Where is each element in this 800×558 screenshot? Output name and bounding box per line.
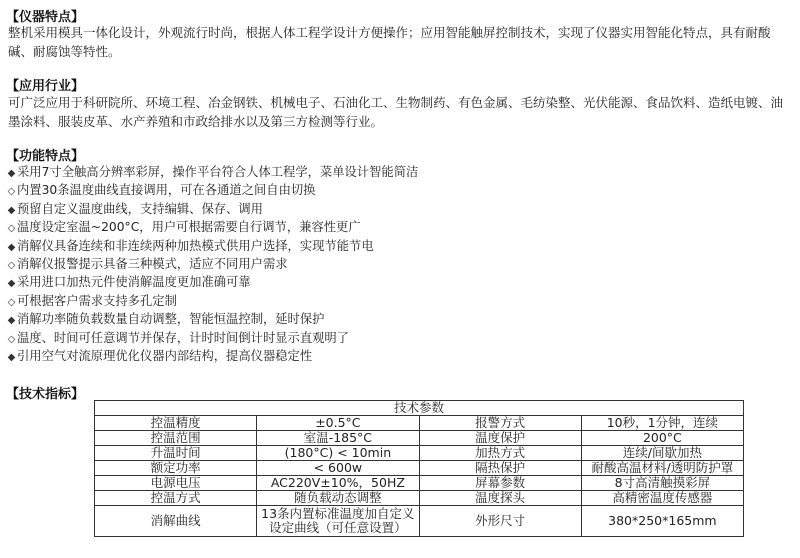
table-cell: 13条内置标准温度加自定义设定曲线（可任意设置） (257, 506, 419, 537)
table-cell: 380*250*165mm (581, 506, 743, 537)
table-row (95, 401, 744, 416)
table-cell: 连续/间歇加热 (581, 446, 743, 461)
table-cell: 10秒，1分钟，连续 (581, 416, 743, 431)
list-item (6, 273, 418, 291)
list-item-text: 温度设定室温~200°C，用户可根据需要自行调节，兼容性更广 (17, 220, 361, 235)
bullet-icon: ◇ (7, 223, 16, 235)
table-cell: 控温范围 (95, 431, 257, 446)
table-row (95, 491, 744, 506)
table-row (95, 476, 744, 491)
list-item (6, 218, 418, 236)
features-heading: 【仪器特点】 (6, 10, 85, 25)
industry-text: 可广泛应用于科研院所、环境工程、冶金钢铁、机械电子、石油化工、生物制药、有色金属、毛纺染整、光伏能源、食品饮料、造纸电镀、油墨涂料、服装皮革、水产养殖和市政给排水以及第三方检测等行业。 (8, 95, 784, 129)
table-row (95, 446, 744, 461)
bullet-icon: ◇ (7, 259, 16, 271)
table-cell: 200°C (581, 431, 743, 446)
list-item-text: 消解功率随负载数量自动调整，智能恒温控制，延时保护 (17, 312, 325, 327)
list-item (6, 310, 418, 328)
table-cell: 报警方式 (419, 416, 581, 431)
list-item (6, 255, 418, 273)
list-item-text: 消解仪报警提示具备三种模式，适应不同用户需求 (17, 256, 288, 271)
list-item-text: 温度、时间可任意调节并保存，计时时间倒计时显示直观明了 (17, 330, 350, 345)
table-cell: 消解曲线 (95, 506, 257, 537)
list-item (6, 347, 418, 365)
table-row (95, 431, 744, 446)
table-row (95, 416, 744, 431)
bullet-icon: ◇ (7, 333, 16, 345)
table-cell: 屏幕参数 (419, 476, 581, 491)
list-item (6, 292, 418, 310)
table-cell: 控温精度 (95, 416, 257, 431)
table-cell: 室温-185°C (257, 431, 419, 446)
table-cell: 温度探头 (419, 491, 581, 506)
table-cell: 电源电压 (95, 476, 257, 491)
table-cell: AC220V±10%，50HZ (257, 476, 419, 491)
table-cell: 隔热保护 (419, 461, 581, 476)
bullet-icon: ◆ (7, 351, 16, 363)
list-item (6, 200, 418, 218)
table-cell: 8寸高清触摸彩屏 (581, 476, 743, 491)
table-cell: 高精密温度传感器 (581, 491, 743, 506)
bullet-icon: ◆ (7, 204, 16, 216)
specs-heading: 【技术指标】 (6, 387, 85, 402)
list-item (6, 329, 418, 347)
table-cell: ±0.5°C (257, 416, 419, 431)
list-item-text: 预留自定义温度曲线，支持编辑、保存、调用 (17, 201, 263, 216)
function-list (6, 163, 418, 365)
list-item-text: 采用7寸全触高分辨率彩屏，操作平台符合人体工程学，菜单设计智能简洁 (17, 165, 419, 179)
list-item-text: 可根据客户需求支持多孔定制 (17, 293, 177, 308)
bullet-icon: ◆ (7, 278, 16, 290)
list-item-text: 引用空气对流原理优化仪器内部结构，提高仪器稳定性 (17, 348, 313, 363)
table-title: 技术参数 (95, 401, 744, 416)
list-item-text: 消解仪具备连续和非连续两种加热模式供用户选择，实现节能节电 (17, 238, 374, 253)
table-cell: 随负载动态调整 (257, 491, 419, 506)
table-cell: 外形尺寸 (419, 506, 581, 537)
table-cell: 升温时间 (95, 446, 257, 461)
table-cell: 耐酸高温材料/透明防护罩 (581, 461, 743, 476)
list-item (6, 163, 418, 181)
table-cell: 额定功率 (95, 461, 257, 476)
bullet-icon: ◆ (7, 168, 16, 179)
table-cell: (180°C) < 10min (257, 446, 419, 461)
bullet-icon: ◆ (7, 315, 16, 327)
list-item-text: 采用进口加热元件使消解温度更加准确可靠 (17, 275, 251, 290)
list-item (6, 237, 418, 255)
table-cell: 加热方式 (419, 446, 581, 461)
industry-heading: 【应用行业】 (6, 79, 85, 94)
features-text: 整机采用模具一体化设计，外观流行时尚，根据人体工程学设计方便操作；应用智能触屏控制技术，实现了仪器实用智能化特点，具有耐酸碱、耐腐蚀等特性。 (8, 25, 771, 59)
bullet-icon: ◇ (7, 296, 16, 308)
table-row (95, 461, 744, 476)
bullet-icon: ◆ (7, 241, 16, 253)
table-cell: 温度保护 (419, 431, 581, 446)
list-item-text: 内置30条温度曲线直接调用，可在各通道之间自由切换 (17, 183, 316, 198)
table-cell: 控温方式 (95, 491, 257, 506)
specs-table (94, 400, 744, 537)
function-heading: 【功能特点】 (6, 149, 85, 164)
table-cell: < 600w (257, 461, 419, 476)
list-item (6, 181, 418, 199)
table-row (95, 506, 744, 537)
bullet-icon: ◇ (7, 186, 16, 198)
